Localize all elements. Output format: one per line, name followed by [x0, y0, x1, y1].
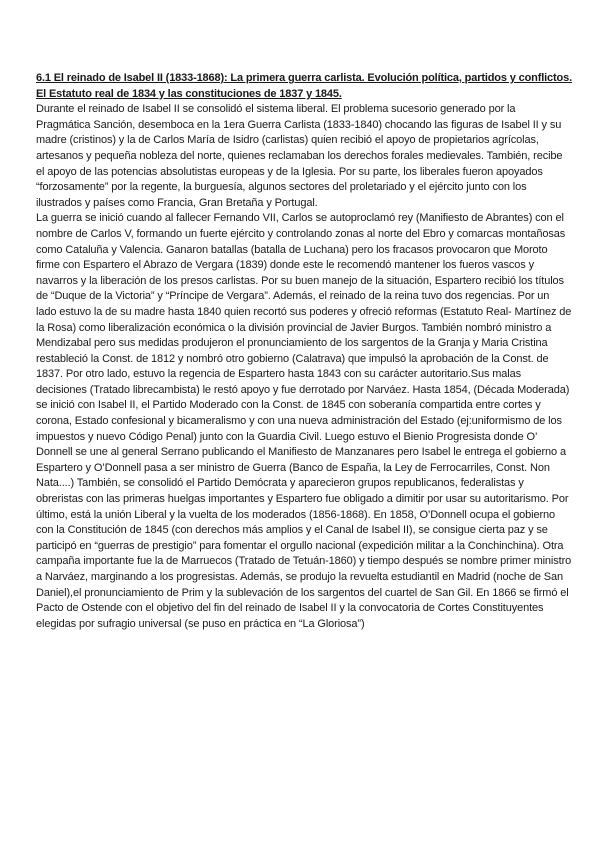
document-page	[36, 71, 572, 632]
paragraph-war-and-regencies: La guerra se inició cuando al fallecer Fernando VII, Carlos se autoproclamó rey (Manifiesto de Abrantes) con el nombre de Carlos V, formando un fuerte ejército y controlando zonas al norte del Ebro y comarcas montañosas como Cataluña y Valencia. Ganaron batallas (batalla de Luchana) pero los fracasos provocaron que Moroto firme con Espartero el Abrazo de Vergara (1839) donde este le recomendó mantener los fueros vascos y navarros y la liberación de los presos carlistas. Por su buen manejo de la situación, Espartero recibió los títulos de “Duque de la Victoria” y “Príncipe de Vergara”. Además, el reinado de la reina tuvo dos regencias. Por un lado estuvo la de su madre hasta 1840 quien recortó sus poderes y ofreció reformas (Estatuto Real- Martínez de la Rosa) como liberalización económica o la división provincial de Javier Burgos. También nombró ministro a Mendizabal pero sus medidas produjeron el pronunciamiento de los sargentos de la Granja y Maria Cristina restableció la Const. de 1812 y nombró otro gobierno (Calatrava) que impulsó la aprobación de la Const. de 1837. Por otro lado, estuvo la regencia de Espartero hasta 1843 con su carácter autoritario.Sus malas decisiones (Tratado librecambista) le restó apoyo y fue derrotado por Narváez. Hasta 1854, (Década Moderada) se inició con Isabel II, el Partido Moderado con la Const. de 1845 con soberanía compartida entre cortes y corona, Estado confesional y bicameralismo y con una nueva administración del Estado (ej:uniformismo de los impuestos y nuevo Código Penal) junto con la Guardia Civil. Luego estuvo el Bienio Progresista donde O’ Donnell se une al general Serrano publicando el Manifiesto de Manzanares pero Isabel le entrega el gobierno a Espartero y O’Donnell pasa a ser ministro de Guerra (Banco de España, la Ley de Ferrocarriles, Const. Non Nata....) También, se consolidó el Partido Demócrata y aparecieron grupos republicanos, federalistas y obreristas con las primeras huelgas importantes y Espartero fue obligado a dimitir por usar su autoritarismo. Por último, está la unión Liberal y la vuelta de los moderados (1856-1868). En 1858, O’Donnell ocupa el gobierno con la Constitución de 1845 (con derechos más amplios y el Canal de Isabel II), se consigue cierta paz y se participó en “guerras de prestigio” para fomentar el orgullo nacional (expedición militar a la Conchinchina). Otra campaña importante fue la de Marruecos (Tratado de Tetuán-1860) y tiempo después se nombre primer ministro a Narváez, marginando a los progresistas. Además, se produjo la revuelta estudiantil en Madrid (noche de San Daniel),el pronunciamiento de Prim y la sublevación de los sargentos del cuartel de San Gil. En 1866 se firmó el Pacto de Ostende con el objetivo del fin del reinado de Isabel II y la convocatoria de Cortes Constituyentes elegidas por sufragio universal (se puso en práctica en “La Gloriosa”)	[36, 212, 572, 630]
document-title: 6.1 El reinado de Isabel II (1833-1868): La primera guerra carlista. Evolución política, partidos y conflictos. El Estatuto real de 1834 y las constituciones de 1837 y 1845.	[36, 72, 572, 100]
paragraph-succession: Durante el reinado de Isabel II se consolidó el sistema liberal. El problema sucesorio generado por la Pragmática Sanción, desemboca en la 1era Guerra Carlista (1833-1840) chocando las figuras de Isabel II y su madre (cristinos) y la de Carlos María de Isidro (carlistas) quien recibió el apoyo de propietarios agrícolas, artesanos y pequeña nobleza del norte, quienes reclamaban los derechos forales medievales. También, recibe el apoyo de las potencias absolutistas europeas y de la Iglesia. Por su parte, los liberales fueron apoyados “forzosamente” por la regente, la burguesía, algunos sectores del proletariado y el ejército junto con los ilustrados y países como Francia, Gran Bretaña y Portugal.	[36, 103, 563, 209]
